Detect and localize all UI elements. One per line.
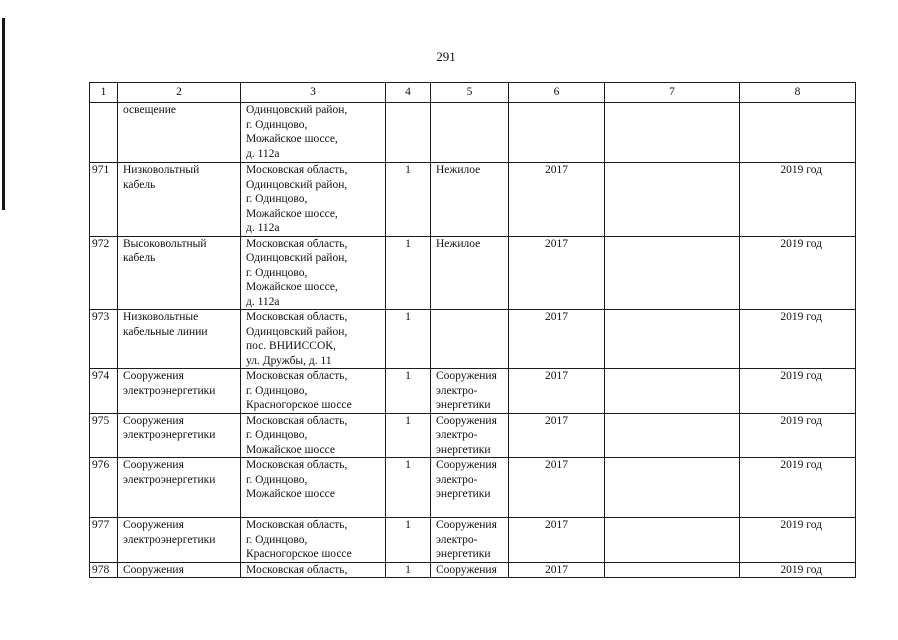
column-7-cell xyxy=(605,413,740,458)
row-number-cell: 972 xyxy=(90,236,118,310)
object-name-line: кабель xyxy=(123,178,156,191)
address-line: Одинцовский район, xyxy=(246,252,348,264)
quantity-cell: 1 xyxy=(386,458,431,518)
object-type-cell xyxy=(431,562,509,578)
object-name-line: электроэнергетики xyxy=(123,429,216,441)
header-cell-3: 3 xyxy=(241,83,386,103)
address-line: ул. Дружбы, д. 11 xyxy=(246,354,332,367)
object-name-line: электроэнергетики xyxy=(123,533,216,546)
address-cell xyxy=(241,413,386,458)
table-row xyxy=(90,458,856,518)
address-line: г. Одинцово, xyxy=(246,533,308,546)
table-row xyxy=(90,413,856,458)
address-line: Московская область, xyxy=(246,311,348,323)
row-number-cell: 975 xyxy=(90,413,118,458)
column-7-cell xyxy=(605,369,740,414)
quantity-cell: 1 xyxy=(386,236,431,310)
column-7-cell xyxy=(605,562,740,578)
object-name-cell xyxy=(118,310,241,369)
address-line: Одинцовский район, xyxy=(246,104,348,116)
term-cell: 2019 год xyxy=(740,562,856,578)
object-name-cell xyxy=(118,236,241,310)
year-cell: 2017 xyxy=(509,518,605,563)
address-cell xyxy=(241,310,386,369)
column-7-cell xyxy=(605,310,740,369)
object-type-line: Сооружения xyxy=(436,414,497,427)
address-cell xyxy=(241,369,386,414)
year-cell xyxy=(509,103,605,163)
object-type-line: энергетики xyxy=(436,399,491,411)
object-name-line: Высоковольтный xyxy=(123,237,207,250)
quantity-cell xyxy=(386,103,431,163)
address-line: Московская область, xyxy=(246,237,348,250)
object-name-line: Сооружения xyxy=(123,459,184,471)
year-cell: 2017 xyxy=(509,413,605,458)
term-cell: 2019 год xyxy=(740,163,856,237)
address-line: Можайское шоссе xyxy=(246,443,335,456)
address-line: г. Одинцово, xyxy=(246,118,308,131)
object-type-line: энергетики xyxy=(436,443,491,456)
object-name-cell xyxy=(118,163,241,237)
quantity-cell: 1 xyxy=(386,310,431,369)
row-number-cell: 971 xyxy=(90,163,118,237)
page-number: 291 xyxy=(436,49,456,64)
row-number-cell: 974 xyxy=(90,369,118,414)
object-name-line: Низковольтный xyxy=(123,164,200,176)
object-type-cell xyxy=(431,310,509,369)
object-name-line: Сооружения xyxy=(123,519,184,531)
year-cell: 2017 xyxy=(509,236,605,310)
object-type-line: Сооружения xyxy=(436,370,497,382)
year-cell: 2017 xyxy=(509,163,605,237)
object-type-line: энергетики xyxy=(436,488,491,500)
term-cell: 2019 год xyxy=(740,369,856,414)
address-line: г. Одинцово, xyxy=(246,266,308,279)
table-row xyxy=(90,369,856,414)
header-cell-6: 6 xyxy=(509,83,605,103)
object-name-line: электроэнергетики xyxy=(123,384,216,397)
table-row xyxy=(90,310,856,369)
object-type-cell xyxy=(431,369,509,414)
table-row xyxy=(90,562,856,578)
address-line: д. 112а xyxy=(246,147,280,160)
address-line: Можайское шоссе, xyxy=(246,133,338,145)
object-type-line: Нежилое xyxy=(436,164,481,176)
object-name-cell xyxy=(118,458,241,518)
scan-edge-mark xyxy=(2,18,5,210)
column-7-cell xyxy=(605,458,740,518)
address-line: Можайское шоссе xyxy=(246,488,335,500)
address-line: г. Одинцово, xyxy=(246,429,308,441)
address-line: д. 112а xyxy=(246,295,280,308)
year-cell: 2017 xyxy=(509,562,605,578)
address-line: г. Одинцово, xyxy=(246,473,308,486)
object-type-cell xyxy=(431,103,509,163)
header-row xyxy=(90,83,856,103)
address-line: Московская область, xyxy=(246,164,348,176)
object-type-cell xyxy=(431,236,509,310)
object-name-line: Сооружения xyxy=(123,370,184,382)
header-cell-4: 4 xyxy=(386,83,431,103)
object-name-cell xyxy=(118,562,241,578)
term-cell: 2019 год xyxy=(740,413,856,458)
row-number-cell: 977 xyxy=(90,518,118,563)
quantity-cell: 1 xyxy=(386,163,431,237)
object-type-cell xyxy=(431,163,509,237)
quantity-cell: 1 xyxy=(386,518,431,563)
year-cell: 2017 xyxy=(509,458,605,518)
address-line: Красногорское шоссе xyxy=(246,548,352,560)
object-name-line: освещение xyxy=(123,104,176,116)
address-cell xyxy=(241,518,386,563)
row-number-cell: 973 xyxy=(90,310,118,369)
object-type-line: электро- xyxy=(436,533,478,546)
object-type-line: Сооружения xyxy=(436,459,497,471)
object-name-line: Низковольтные xyxy=(123,311,199,323)
address-line: г. Одинцово, xyxy=(246,384,308,397)
row-number-cell: 976 xyxy=(90,458,118,518)
column-7-cell xyxy=(605,103,740,163)
address-cell xyxy=(241,163,386,237)
object-name-line: Сооружения xyxy=(123,414,184,427)
object-name-line: кабельные линии xyxy=(123,325,208,338)
object-name-line: Сооружения xyxy=(123,563,184,576)
object-type-line: Сооружения xyxy=(436,519,497,531)
row-number-cell: 978 xyxy=(90,562,118,578)
table-row xyxy=(90,236,856,310)
year-cell: 2017 xyxy=(509,310,605,369)
object-type-line: электро- xyxy=(436,384,478,397)
column-7-cell xyxy=(605,236,740,310)
table-row xyxy=(90,103,856,163)
object-name-cell xyxy=(118,413,241,458)
object-name-line: кабель xyxy=(123,252,156,264)
term-cell: 2019 год xyxy=(740,310,856,369)
address-cell xyxy=(241,458,386,518)
header-cell-8: 8 xyxy=(740,83,856,103)
object-name-cell xyxy=(118,518,241,563)
object-type-line: электро- xyxy=(436,429,478,441)
address-line: Можайское шоссе, xyxy=(246,207,338,220)
address-line: Можайское шоссе, xyxy=(246,281,338,293)
object-type-line: Сооружения xyxy=(436,563,497,576)
object-type-line: электро- xyxy=(436,473,478,486)
address-line: г. Одинцово, xyxy=(246,193,308,205)
quantity-cell: 1 xyxy=(386,369,431,414)
address-line: Одинцовский район, xyxy=(246,325,348,338)
address-cell xyxy=(241,103,386,163)
object-name-cell xyxy=(118,369,241,414)
address-line: д. 112а xyxy=(246,222,280,234)
object-name-cell xyxy=(118,103,241,163)
address-cell xyxy=(241,562,386,578)
address-line: пос. ВНИИССОК, xyxy=(246,340,336,352)
address-cell xyxy=(241,236,386,310)
header-cell-1: 1 xyxy=(90,83,118,103)
term-cell: 2019 год xyxy=(740,236,856,310)
address-line: Московская область, xyxy=(246,414,348,427)
row-number-cell xyxy=(90,103,118,163)
property-table xyxy=(89,82,856,578)
term-cell: 2019 год xyxy=(740,458,856,518)
object-name-line: электроэнергетики xyxy=(123,473,216,486)
quantity-cell: 1 xyxy=(386,413,431,458)
address-line: Одинцовский район, xyxy=(246,178,348,191)
address-line: Московская область, xyxy=(246,563,348,576)
address-line: Московская область, xyxy=(246,519,348,531)
address-line: Красногорское шоссе xyxy=(246,399,352,411)
column-7-cell xyxy=(605,518,740,563)
header-cell-7: 7 xyxy=(605,83,740,103)
object-type-line: энергетики xyxy=(436,548,491,560)
table-body xyxy=(90,103,856,578)
table-row xyxy=(90,163,856,237)
quantity-cell: 1 xyxy=(386,562,431,578)
address-line: Московская область, xyxy=(246,459,348,471)
column-7-cell xyxy=(605,163,740,237)
object-type-cell xyxy=(431,518,509,563)
term-cell: 2019 год xyxy=(740,518,856,563)
header-cell-2: 2 xyxy=(118,83,241,103)
object-type-line: Нежилое xyxy=(436,237,481,250)
table-row xyxy=(90,518,856,563)
object-type-cell xyxy=(431,458,509,518)
object-type-cell xyxy=(431,413,509,458)
term-cell xyxy=(740,103,856,163)
address-line: Московская область, xyxy=(246,370,348,382)
year-cell: 2017 xyxy=(509,369,605,414)
header-cell-5: 5 xyxy=(431,83,509,103)
